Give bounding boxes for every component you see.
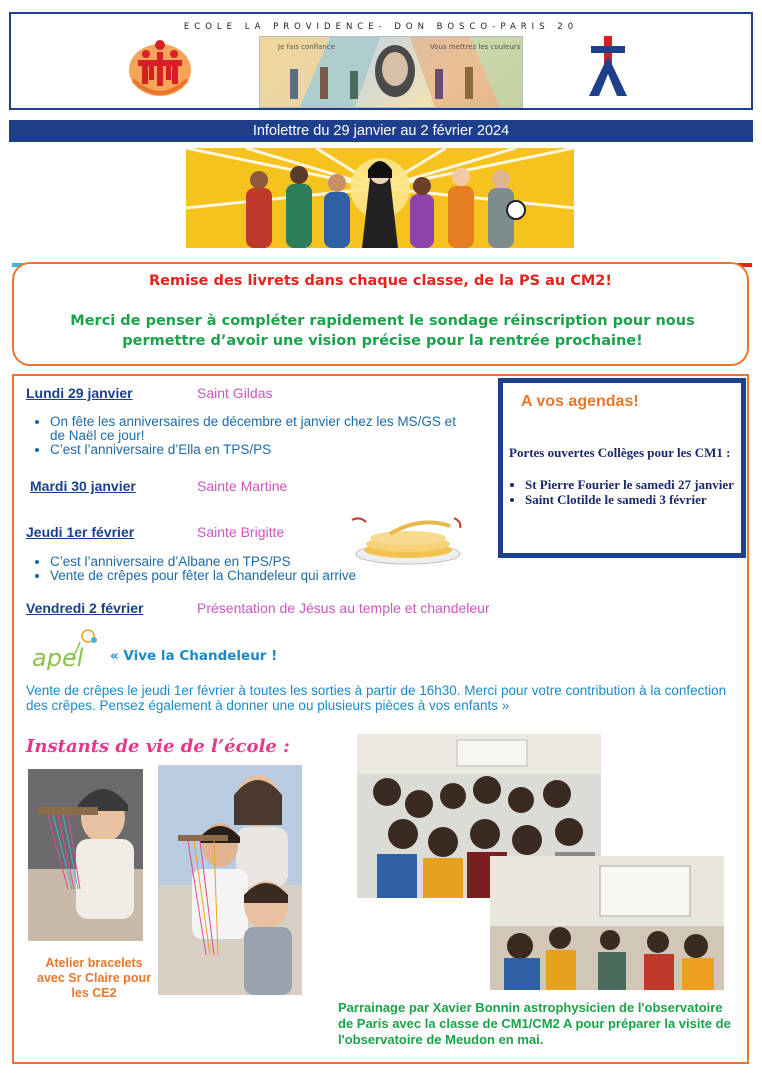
day-heading-tuesday: Mardi 30 janvier [30,478,136,494]
agenda-list [509,477,745,507]
hero-illustration [186,148,574,248]
saint-thursday: Sainte Brigitte [197,524,285,540]
photo-children-bracelets [158,765,302,995]
caption-parrainage: Parrainage par Xavier Bonnin astrophysicien de l'observatoire de Paris avec la classe de CM1/CM2 A pour préparer la visite de l'observatoire de Meudon en mai. [338,1000,731,1047]
list-item: • C’est l’anniversaire d’Ella en TPS/PS [50,443,471,457]
color-divider [12,252,752,256]
agenda-title: A vos agendas! [521,393,639,410]
day-heading-thursday: Jeudi 1er février [26,524,135,540]
list-item: • On fête les anniversaires de décembre et janvier chez les MS/GS et de Naël ce jour! [50,415,471,443]
caption-bracelets: Atelier bracelets avec Sr Claire pour les CE2 [37,956,151,1000]
newsletter-header [9,12,753,110]
monday-bullets [26,415,471,457]
agenda-intro: Portes ouvertes Collèges pour les CM1 : [509,445,731,460]
photo-classroom [490,856,724,990]
day-heading-monday: Lundi 29 janvier [26,385,133,401]
salesian-logo-icon [125,36,195,100]
notice-reinscription: Merci de penser à compléter rapidement le sondage réinscription pour nous permettre d’avoir une vision précise pour la rentrée prochaine! [70,313,695,349]
list-item: • St Pierre Fourier le samedi 27 janvier [525,477,745,492]
cross-logo-icon [583,36,633,98]
section-title-instants: Instants de vie de l’école : [26,736,290,757]
saint-tuesday: Sainte Martine [197,478,288,494]
apel-logo-icon [30,628,110,670]
apel-message: Vente de crêpes le jeudi 1er février à toutes les sorties à partir de 16h30. Merci pour votre contribution à la confection des crêpes. Pensez également à donner une ou plusieurs pièces à vos enfants » [26,683,727,713]
mural-words-left: Je fais confiance [278,43,336,51]
agenda-box [498,378,746,558]
apel-title: « Vive la Chandeleur ! [110,648,278,664]
mural-words-right: Vous mettrez les couleurs [430,43,521,51]
notice-box [12,262,749,366]
photo-girl-bracelet [28,769,143,941]
list-item: • Saint Clotilde le samedi 3 février [525,492,745,507]
school-name: ECOLE LA PROVIDENCE- DON BOSCO-PARIS 20 [183,22,579,32]
apel-logo-text: apel [32,644,84,670]
don-bosco-mural-image [259,36,523,108]
newsletter-date-banner: Infolettre du 29 janvier au 2 février 2024 [9,120,753,142]
day-heading-friday: Vendredi 2 février [26,600,144,616]
saint-monday: Saint Gildas [197,385,273,401]
list-item: • C’est l’anniversaire d’Albane en TPS/PS [50,555,471,569]
thursday-bullets [26,555,471,583]
notice-livrets: Remise des livrets dans chaque classe, de la PS au CM2! [148,273,613,289]
saint-friday: Présentation de Jésus au temple et chandeleur [197,600,490,616]
list-item: • Vente de crêpes pour fêter la Chandeleur qui arrive [50,569,471,583]
